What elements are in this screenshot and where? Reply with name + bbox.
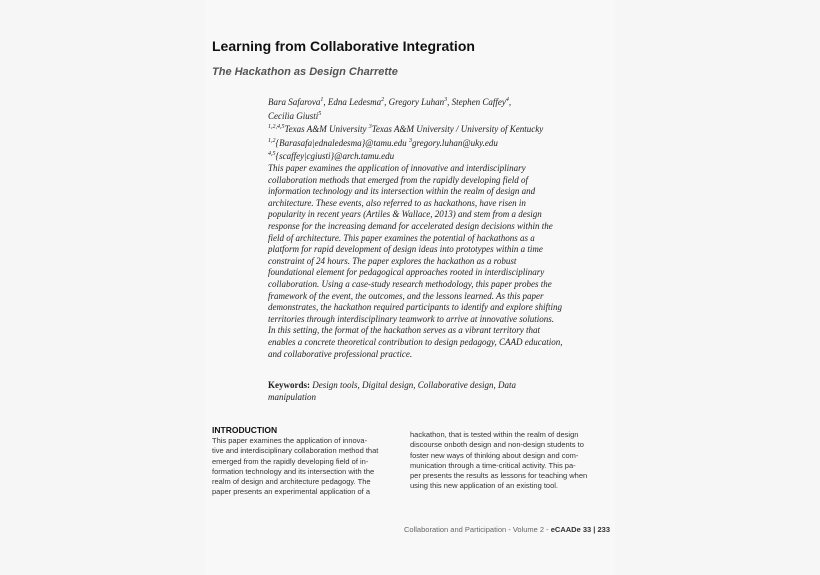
- abstract-line: demonstrates, the hackathon required participants to identify and explore shifting: [268, 302, 562, 313]
- body-line: discourse onboth design and non-design students to: [410, 440, 584, 450]
- intro-left-column: [212, 425, 397, 498]
- abstract-line: architecture. These events, also referred to as hackathons, have risen in: [268, 197, 526, 208]
- abstract-line: field of architecture. This paper examines the potential of hackathons as a: [268, 232, 535, 243]
- body-line: using this new application of an existing tool.: [410, 481, 559, 491]
- author-affiliations: $^{1,2,4,5}$Texas A&M University $^3$Texas A&M University / University of Kentucky: [268, 124, 544, 134]
- body-line: hackathon, that is tested within the realm of design: [410, 430, 579, 439]
- abstract-line: framework of the event, the outcomes, and the lessons learned. As this paper: [268, 290, 544, 301]
- author-name: Bara Safarova: [268, 97, 321, 107]
- author-name: Cecilia Giusti: [268, 110, 319, 121]
- author-name: Stephen Caffey: [451, 97, 506, 107]
- author-sup: 2: [381, 97, 385, 103]
- abstract-line: collaboration methods that emerged from the rapidly developing field of: [268, 174, 529, 185]
- abstract-line: constraint of 24 hours. The paper explores the hackathon as a robust: [268, 255, 517, 266]
- keywords-text: manipulation: [268, 392, 317, 402]
- keywords: [268, 379, 600, 403]
- author-sup: 1: [320, 97, 324, 103]
- body-line: tive and interdisciplinary collaboration method that: [212, 446, 379, 456]
- body-line: paper presents an experimental application of a: [212, 487, 371, 497]
- author-name: Gregory Luhan: [388, 97, 445, 107]
- section-heading: INTRODUCTION: [212, 425, 278, 435]
- abstract-line: platform for rapid development of design ideas into prototypes within a time: [268, 244, 543, 255]
- page-footer: [404, 525, 610, 534]
- author-name: Edna Ledesma: [327, 97, 382, 107]
- abstract-line: and collaborative professional practice.: [268, 348, 413, 359]
- author-sup: 4: [505, 97, 509, 103]
- abstract: [268, 163, 600, 360]
- body-line: per presents the results as lessons for teaching when: [410, 471, 588, 481]
- author-sup: 5: [318, 110, 322, 117]
- abstract-line: enables a concrete theoretical contribution to design pedagogy, CAAD education,: [268, 336, 563, 347]
- body-line: formation technology and its intersection with the: [212, 466, 375, 476]
- author-emails: $^{4,5}${scaffey|cgiusti}@arch.tamu.edu: [268, 151, 395, 161]
- abstract-line: foundational element for pedagogical approaches rooted in interdisciplinary: [268, 267, 545, 278]
- page-number: | 233: [593, 525, 610, 534]
- abstract-line: This paper examines the application of innovative and interdisciplinary: [268, 163, 526, 173]
- abstract-line: response for the increasing demand for accelerated design decisions within the: [268, 220, 553, 231]
- paper-subtitle: The Hackathon as Design Charrette: [212, 66, 398, 78]
- abstract-line: popularity in recent years (Artiles & Wallace, 2013) and stem from a design: [268, 209, 542, 220]
- keywords-label: Keywords:: [268, 380, 310, 390]
- abstract-line: information technology and its intersection within the realm of design and: [268, 186, 536, 197]
- author-block: [268, 95, 543, 163]
- body-line: This paper examines the application of innova-: [212, 436, 368, 445]
- body-line: realm of design and architecture pedagogy. The: [212, 477, 371, 487]
- author-emails: $^{1,2}${Barasafa|ednaledesma}@tamu.edu $^3$gregory.luhan@uky.edu: [268, 137, 498, 148]
- footer-conference: eCAADe 33: [550, 525, 592, 534]
- body-line: foster new ways of thinking about design and com-: [410, 450, 579, 460]
- author-sup: 3: [444, 97, 448, 103]
- footer-text: Collaboration and Participation - Volume 2 -: [404, 525, 551, 534]
- paper-title: Learning from Collaborative Integration: [212, 38, 475, 54]
- keywords-text: Design tools, Digital design, Collaborative design, Data: [310, 380, 516, 390]
- body-line: emerged from the rapidly developing field of in-: [212, 456, 369, 466]
- author-names: Bara Safarova$^1$, Edna Ledesma$^2$, Gregory Luhan$^3$, Stephen Caffey$^4$,: [268, 97, 512, 107]
- abstract-line: territories through interdisciplinary teamwork to arrive at innovative solutions.: [268, 313, 555, 324]
- body-line: munication through a time-critical activity. This pa-: [410, 460, 576, 470]
- abstract-line: In this setting, the format of the hackathon serves as a vibrant territory that: [268, 325, 540, 336]
- intro-right-column: [410, 430, 600, 492]
- abstract-line: collaboration. Using a case-study research methodology, this paper probes the: [268, 278, 552, 289]
